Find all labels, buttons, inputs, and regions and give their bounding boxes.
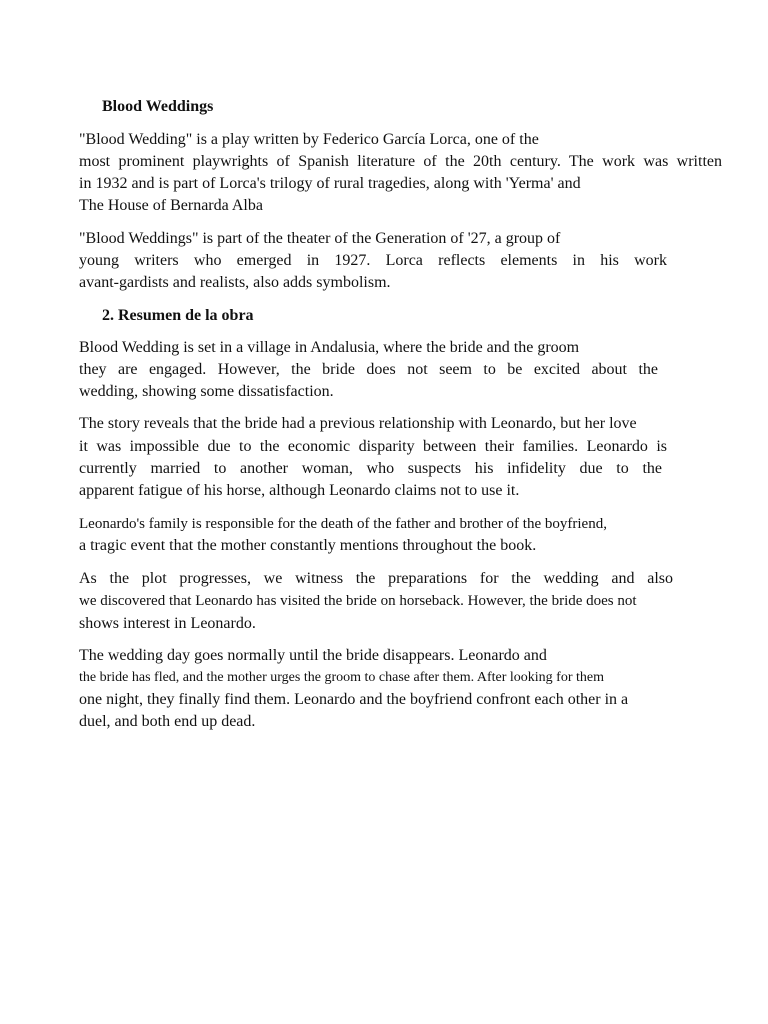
paragraph-2-line-3: avant-gardists and realists, also adds symbolism. <box>79 274 391 291</box>
paragraph-7-line-3: one night, they finally find them. Leonardo and the boyfriend confront each other in a <box>79 691 629 708</box>
paragraph-4-line-4: apparent fatigue of his horse, although Leonardo claims not to use it. <box>79 482 520 499</box>
paragraph-2-line-1: "Blood Weddings" is part of the theater of the Generation of '27, a group of <box>79 230 561 247</box>
paragraph-4-line-3: currently married to another woman, who suspects his infidelity due to the <box>79 460 662 477</box>
section-2-heading: 2. Resumen de la obra <box>102 307 254 324</box>
paragraph-7-line-4: duel, and both end up dead. <box>79 713 256 730</box>
paragraph-3-line-2: they are engaged. However, the bride does not seem to be excited about the <box>79 361 658 378</box>
paragraph-4-line-1: The story reveals that the bride had a previous relationship with Leonardo, but her love <box>79 415 637 432</box>
paragraph-6-line-2: we discovered that Leonardo has visited the bride on horseback. However, the bride does not <box>79 593 637 609</box>
paragraph-4-line-2: it was impossible due to the economic disparity between their families. Leonardo is <box>79 438 667 455</box>
paragraph-2-line-2: young writers who emerged in 1927. Lorca reflects elements in his work <box>79 252 667 269</box>
paragraph-5-line-2: a tragic event that the mother constantly mentions throughout the book. <box>79 537 537 554</box>
paragraph-1-line-2: most prominent playwrights of Spanish literature of the 20th century. The work was written <box>79 153 722 170</box>
paragraph-6-line-3: shows interest in Leonardo. <box>79 615 256 632</box>
paragraph-7-line-1: The wedding day goes normally until the bride disappears. Leonardo and <box>79 647 547 664</box>
paragraph-1-line-3: in 1932 and is part of Lorca's trilogy of rural tragedies, along with 'Yerma' and <box>79 175 581 192</box>
paragraph-3-line-3: wedding, showing some dissatisfaction. <box>79 383 334 400</box>
paragraph-3-line-1: Blood Wedding is set in a village in Andalusia, where the bride and the groom <box>79 339 580 356</box>
paragraph-6-line-1: As the plot progresses, we witness the preparations for the wedding and also <box>79 570 673 587</box>
paragraph-5-line-1: Leonardo's family is responsible for the death of the father and brother of the boyfriend, <box>79 516 607 532</box>
paragraph-1-line-4: The House of Bernarda Alba <box>79 197 263 214</box>
paragraph-7-line-2: the bride has fled, and the mother urges the groom to chase after them. After looking for them <box>79 670 604 685</box>
document-title: Blood Weddings <box>102 98 214 115</box>
paragraph-1-line-1: "Blood Wedding" is a play written by Federico García Lorca, one of the <box>79 131 539 148</box>
